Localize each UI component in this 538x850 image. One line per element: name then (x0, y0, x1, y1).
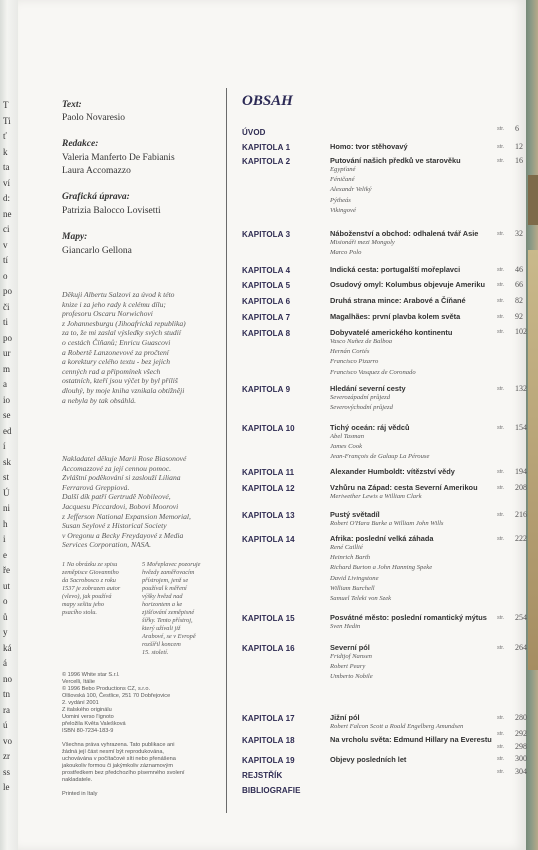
column-divider (226, 88, 227, 813)
toc-entry-title: Na vrcholu světa: Edmund Hillary na Everestu (330, 735, 492, 744)
toc-entry-title: Indická cesta: portugalští mořeplavci (330, 265, 461, 274)
edge-text-fragment: h (3, 518, 8, 529)
toc-page-number: 132 (515, 384, 527, 393)
edge-text-fragment: či (3, 301, 10, 312)
edge-text-fragment: m (3, 363, 11, 374)
toc-chapter-label[interactable]: ÚVOD (242, 128, 266, 137)
publisher-acknowledgement: Nakladatel děkuje Marii Rose Biasonové Accomazzové za její cennou pomoc. Zvláštní poděkování si zaslouží Liliana Ferrarová Greppiová. Další dík patří Gertrudě Nobileové, Jacquesu Piccardovi, Bobovi Moorovi z Jefferson National Expansion Memorial, Susan Seylové z Historical Society v Oregonu a Becky Freydayové z Media Services Corporation, NASA. (62, 454, 191, 550)
edge-text-fragment: o (3, 270, 8, 281)
caption-1: 1 Na obrázku ze spisu zeměpisce Giovanniho da Sacrobosco z roku 1537 je zobrazen autor (vlevo), jak používá mapy sešitu jeho psacího stolu. (62, 561, 121, 616)
edge-text-fragment: Ti (3, 115, 11, 126)
edge-text-fragment: zr (3, 751, 10, 761)
edge-text-fragment: ed (3, 425, 12, 436)
edge-text-fragment: ni (3, 503, 11, 513)
toc-subentry: Jean-François de Galaup La Pérouse (330, 453, 430, 461)
edge-text-fragment: ů (3, 611, 8, 622)
toc-entry-title: Putování našich předků ve starověku (330, 156, 461, 165)
editor-name: Valeria Manferto De Fabianis (62, 153, 175, 163)
toc-subentry: Fridtjof Nansen (330, 653, 372, 660)
mapy-label: Mapy: (62, 232, 88, 242)
toc-page-number: 298 (515, 742, 527, 751)
editor-name: Laura Accomazzo (62, 166, 131, 176)
toc-subentry: Pýtheás (330, 196, 351, 204)
edge-text-fragment: ť (3, 131, 7, 141)
toc-entry[interactable] (330, 156, 530, 216)
toc-subentry: Samuel Teleki von Szek (330, 595, 392, 603)
toc-entry-title: Afrika: poslední velká záhada (330, 534, 434, 543)
toc-page-abbrev: str. (497, 267, 505, 273)
book-page (18, 0, 526, 850)
toc-title: OBSAH (242, 93, 293, 109)
toc-page-number: 304 (515, 767, 527, 776)
toc-page-number: 264 (515, 643, 527, 652)
toc-page-abbrev: str. (497, 485, 505, 491)
toc-entry-title: Jižní pól (330, 713, 360, 722)
toc-subentry: Egypťané (330, 166, 356, 173)
toc-entry-title: Posvátné město: poslední romantický mýtus (330, 613, 487, 622)
toc-subentry: Vasco Nuñez de Balboa (330, 338, 393, 345)
author-name: Paolo Novaresio (62, 113, 126, 123)
imprint: © 1996 White star S.r.l. Vercelli, Itálie © 1996 Bebo Productions CZ, s.r.o. Olšovská 100, Čestlice, 251 70 Dobřejovice 2. vydání 2001 Z italského originálu Uomini verso l'ignoto přeložila Květa Valešková ISBN 80-7234-183-9 Všechna práva vyhrazena. Tato publikace ani žádná její část nesmí být reprodukována, uchovávána v počítačové síti nebo přenášena jakoukoliv formou či jakýmkoliv záznamovým prostředkem bez předchozího písemného svolení nakladatele. Printed in Italy (62, 672, 185, 797)
edge-text-fragment: sk (3, 456, 12, 467)
toc-entry-title: Tichý oceán: ráj vědců (330, 423, 410, 432)
edge-text-fragment: í (3, 441, 6, 451)
toc-chapter-label[interactable]: KAPITOLA 6 (242, 297, 291, 306)
edge-text-fragment: st (3, 472, 10, 482)
toc-page-number: 222 (515, 534, 527, 543)
edge-text-fragment: ká (3, 642, 12, 653)
toc-subentry: Féničané (330, 176, 355, 184)
edge-text-fragment: o (3, 596, 8, 606)
toc-subentry: William Burchell (330, 584, 375, 592)
edge-text-fragment: no (3, 673, 12, 684)
edge-text-fragment: y (3, 627, 8, 637)
toc-page-number: 6 (515, 124, 519, 133)
edge-text-fragment: ra (3, 704, 10, 715)
redakce-label: Redakce: (62, 139, 99, 149)
edge-text-fragment: ti (3, 317, 9, 327)
edge-text-fragment: i (3, 534, 6, 544)
toc-subentry: Umberto Nobile (330, 673, 373, 681)
toc-page-abbrev: str. (497, 756, 505, 762)
toc-chapter-label[interactable]: KAPITOLA 8 (242, 329, 291, 338)
edge-text-fragment: ss (3, 766, 11, 777)
toc-chapter-label[interactable]: KAPITOLA 5 (242, 281, 291, 290)
toc-subentry: Richard Burton a John Hanning Speke (330, 564, 433, 572)
edge-text-fragment: tn (3, 689, 11, 699)
caption-5: 5 Mořeplavec pozoruje hvězdy zaměřovacím přístrojem, jenž se používal k měření výšky hvězd nad horizontem a ke zjišťování zeměpisné šířky. Tento přístroj, který užívali již Arabové, se v Evropě rozšířil koncem 15. století. (142, 561, 201, 656)
edge-text-fragment: d: (3, 193, 11, 203)
toc-chapter-label[interactable]: BIBLIOGRAFIE (242, 786, 301, 795)
left-book-edge (0, 0, 18, 850)
toc-page-number: 280 (515, 713, 527, 722)
toc-chapter-label[interactable]: KAPITOLA 15 (242, 614, 295, 623)
toc-page-abbrev: str. (497, 744, 505, 750)
author-acknowledgement: Děkuji Albertu Salzovi za úvod k této knize i za jeho rady k celému dílu; profesoru Oscaru Norwichovi z Johannesburgu (Jihoafrická republika) za to, že mi zaslal výsledky svých studií o cestách Číňanů; Enricu Guascovi a Robertě Lanzonevové za pročtení a korektury celého textu - bez jejich cenných rad a připomínek všech ostatních, kteří jsou výčet by byl příliš dlouhý, by moje kniha vznikala obtížněji a nebyla by tak obsáhlá. (62, 290, 186, 405)
toc-subentry: Sven Hedin (330, 623, 361, 630)
edge-text-fragment: v (3, 239, 8, 250)
toc-page-abbrev: str. (497, 645, 505, 651)
toc-entry-title: Druhá strana mince: Arabové a Číňané (330, 296, 466, 305)
toc-subentry: Robert O'Hara Burke a William John Wills (330, 520, 444, 527)
edge-text-fragment: io (3, 394, 11, 405)
edge-text-fragment: ú (3, 720, 8, 730)
toc-page-abbrev: str. (497, 231, 505, 237)
toc-page-number: 66 (515, 280, 523, 289)
toc-subentry: Alexandr Veliký (330, 186, 372, 194)
toc-page-number: 12 (515, 142, 523, 151)
toc-subentry: Francisco Pizarro (330, 358, 379, 366)
toc-page-number: 254 (515, 613, 527, 622)
toc-entry[interactable] (330, 534, 530, 604)
toc-entry-title: Osudový omyl: Kolumbus objevuje Ameriku (330, 280, 485, 289)
toc-entry[interactable] (330, 328, 530, 378)
toc-page-abbrev: str. (497, 329, 505, 335)
toc-entry-title: Vzhůru na Západ: cesta Severní Amerikou (330, 483, 478, 492)
edge-text-fragment: tí (3, 255, 9, 265)
toc-page-number: 102 (515, 327, 527, 336)
edge-text-fragment: á (3, 658, 7, 668)
toc-page-abbrev: str. (497, 298, 505, 304)
edge-text-fragment: po (3, 332, 12, 343)
toc-subentry: Robert Falcon Scott a Roald Engelberg Amundsen (330, 723, 464, 730)
toc-entry-title: Hledání severní cesty (330, 384, 406, 393)
toc-page-number: 82 (515, 296, 523, 305)
toc-subentry: Vikingové (330, 206, 356, 214)
toc-chapter-label[interactable]: KAPITOLA 10 (242, 424, 295, 433)
edge-text-fragment: ur (3, 348, 11, 358)
toc-chapter-label[interactable]: KAPITOLA 3 (242, 230, 291, 239)
graficka-label: Grafická úprava: (62, 192, 130, 202)
toc-entry-title: Objevy posledních let (330, 755, 407, 764)
toc-chapter-label[interactable]: KAPITOLA 12 (242, 484, 295, 493)
toc-subentry: Robert Peary (330, 663, 366, 671)
toc-page-abbrev: str. (497, 769, 505, 775)
toc-subentry: Francisco Vasquez de Coronado (330, 368, 416, 376)
edge-text-fragment: ne (3, 208, 12, 219)
edge-text-fragment: k (3, 146, 8, 157)
toc-page-number: 300 (515, 754, 527, 763)
toc-entry-title: Homo: tvor stěhovavý (330, 142, 408, 151)
toc-page-abbrev: str. (497, 715, 505, 721)
toc-subentry: René Caillié (330, 544, 363, 551)
toc-page-number: 194 (515, 467, 527, 476)
text-label: Text: (62, 100, 82, 110)
toc-subentry: James Cook (330, 443, 363, 451)
toc-page-abbrev: str. (497, 615, 505, 621)
toc-subentry: Severozápadní průjezd (330, 394, 391, 401)
toc-page-abbrev: str. (497, 314, 505, 320)
toc-page-abbrev: str. (497, 386, 505, 392)
toc-page-number: 92 (515, 312, 523, 321)
toc-page-abbrev: str. (497, 425, 505, 431)
toc-page-number: 154 (515, 423, 527, 432)
edge-text-fragment: ví (3, 177, 11, 188)
toc-page-abbrev: str. (497, 158, 505, 164)
toc-entry-title: Dobyvatelé amerického kontinentu (330, 328, 453, 337)
edge-text-fragment: le (3, 782, 10, 792)
toc-entry-title: Severní pól (330, 643, 370, 652)
toc-page-number: 32 (515, 229, 523, 238)
toc-page-number: 46 (515, 265, 523, 274)
toc-page-number: 16 (515, 156, 523, 165)
toc-page-abbrev: str. (497, 512, 505, 518)
edge-text-fragment: ut (3, 580, 11, 591)
toc-chapter-label[interactable]: KAPITOLA 11 (242, 468, 295, 477)
toc-chapter-label[interactable]: KAPITOLA 4 (242, 266, 291, 275)
edge-text-fragment: se (3, 410, 11, 420)
toc-subentry: David Livingstone (330, 574, 379, 582)
toc-page-abbrev: str. (497, 126, 505, 132)
toc-entry-title: Náboženství a obchod: odhalená tvář Asie (330, 229, 479, 238)
toc-page-abbrev: str. (497, 282, 505, 288)
toc-chapter-label[interactable]: REJSTŘÍK (242, 771, 283, 780)
edge-text-fragment: a (3, 379, 7, 389)
toc-page-number: 216 (515, 510, 527, 519)
toc-chapter-label[interactable]: KAPITOLA 13 (242, 511, 295, 520)
toc-chapter-label[interactable]: KAPITOLA 7 (242, 313, 291, 322)
toc-chapter-label[interactable]: KAPITOLA 19 (242, 756, 295, 765)
toc-chapter-label[interactable]: KAPITOLA 2 (242, 157, 291, 166)
toc-chapter-label[interactable]: KAPITOLA 1 (242, 143, 291, 152)
toc-chapter-label[interactable]: KAPITOLA 18 (242, 736, 295, 745)
edge-text-fragment: Ú (3, 487, 10, 498)
toc-chapter-label[interactable]: KAPITOLA 9 (242, 385, 291, 394)
designer-name: Patrizia Balocco Lovisetti (62, 206, 161, 216)
edge-text-fragment: ře (3, 565, 10, 575)
edge-text-fragment: ci (3, 224, 10, 234)
edge-text-fragment: vo (3, 735, 12, 746)
edge-text-fragment: e (3, 549, 7, 560)
cartographer-name: Giancarlo Gellona (62, 246, 132, 256)
toc-chapter-label[interactable]: KAPITOLA 17 (242, 714, 295, 723)
toc-subentry: Meriwether Lewis a William Clark (330, 493, 422, 500)
toc-subentry: Hernán Cortés (330, 348, 370, 356)
toc-page-number: 208 (515, 483, 527, 492)
toc-chapter-label[interactable]: KAPITOLA 14 (242, 535, 295, 544)
toc-page-abbrev: str. (497, 731, 505, 737)
toc-subentry: Misionáři mezi Mongoly (330, 239, 395, 246)
toc-chapter-label[interactable]: KAPITOLA 16 (242, 644, 295, 653)
toc-subentry: Marco Polo (330, 249, 362, 257)
edge-text-fragment: ta (3, 162, 10, 172)
edge-text-fragment: T (3, 100, 9, 110)
toc-entry-title: Magalhães: první plavba kolem světa (330, 312, 461, 321)
toc-page-abbrev: str. (497, 536, 505, 542)
toc-entry-title: Alexander Humboldt: vítězství vědy (330, 467, 455, 476)
toc-entry-title: Pustý světadíl (330, 510, 380, 519)
toc-subentry: Heinrich Barth (330, 554, 371, 562)
edge-text-fragment: po (3, 286, 12, 296)
toc-page-abbrev: str. (497, 144, 505, 150)
toc-subentry: Abel Tasman (330, 433, 365, 440)
toc-page-abbrev: str. (497, 469, 505, 475)
toc-subentry: Severovýchodní průjezd (330, 404, 393, 412)
toc-page-number: 292 (515, 729, 527, 738)
